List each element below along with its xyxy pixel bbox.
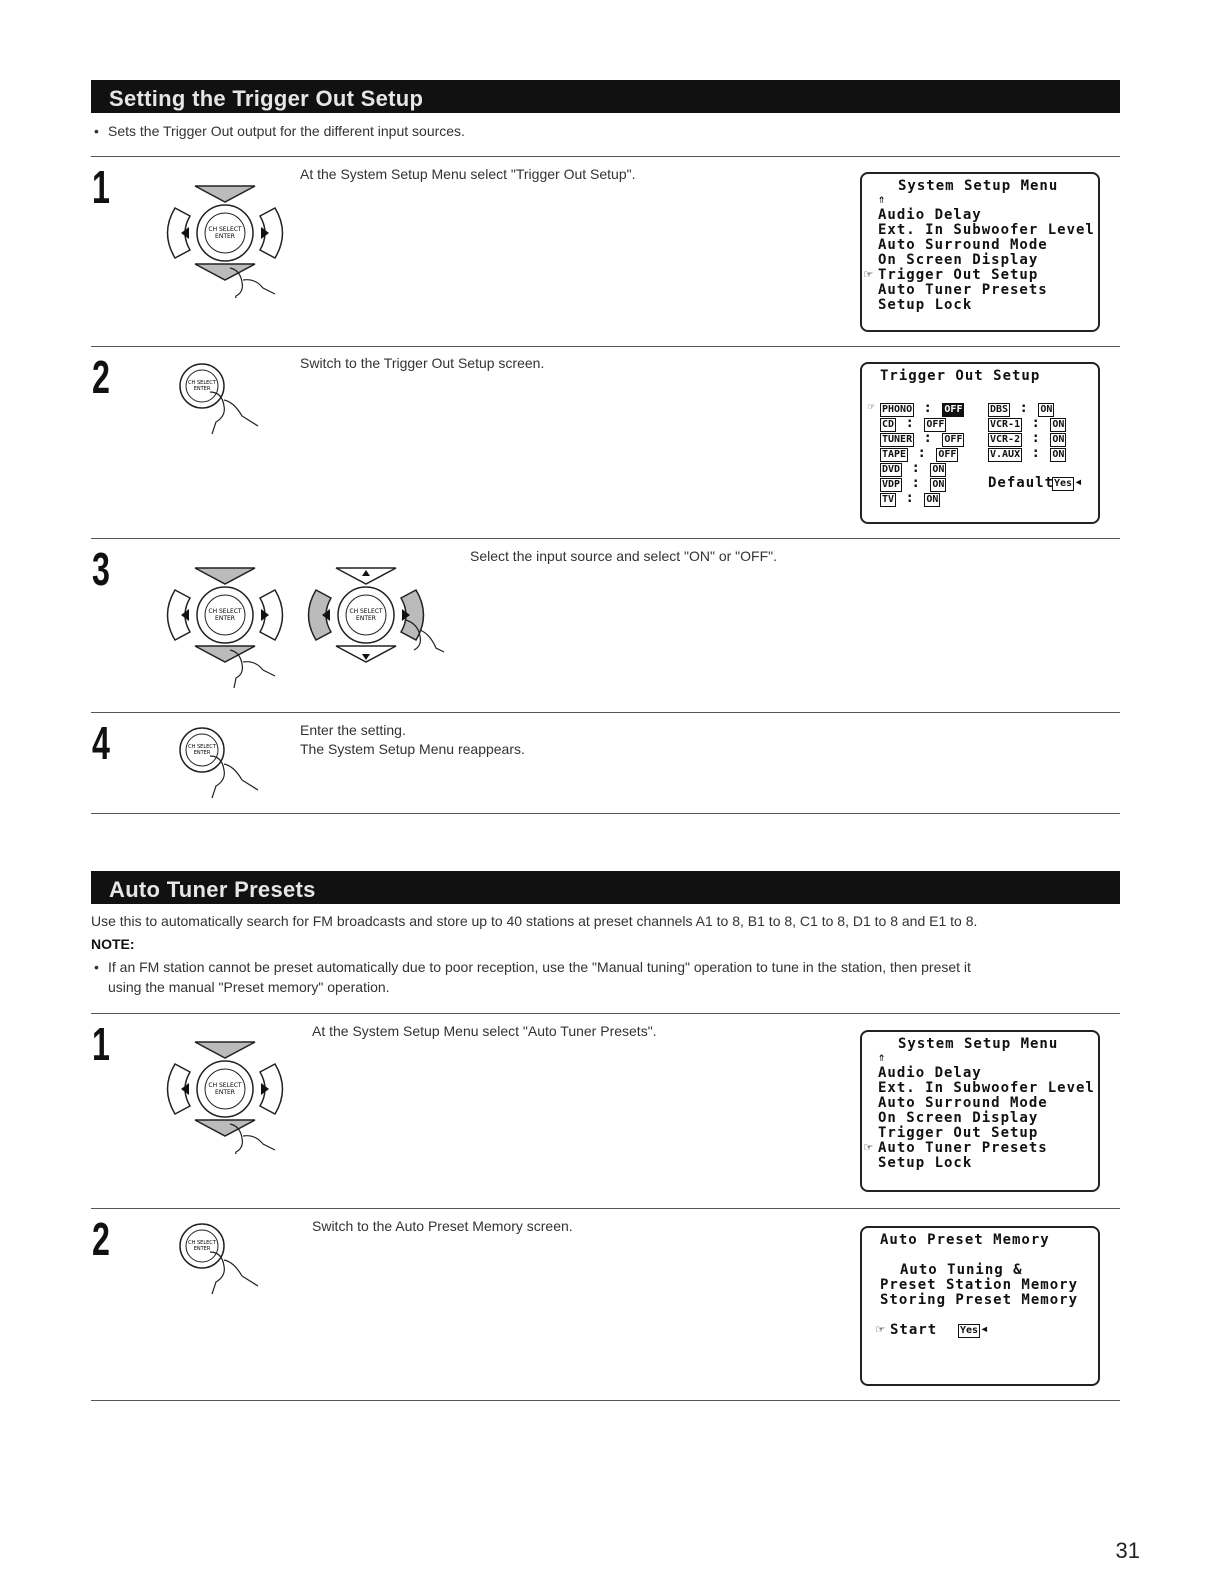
trigger-row: TV : ON [882,490,939,506]
menu-item: Auto Tuner Presets [878,282,1048,298]
osd-title: System Setup Menu [898,1036,1059,1052]
trigger-value: ON [932,479,945,490]
trigger-row: CD : OFF [882,415,945,431]
svg-text:ENTER: ENTER [215,615,235,622]
step-text: Switch to the Trigger Out Setup screen. [300,355,545,371]
trigger-value: OFF [926,419,945,430]
menu-item-selected: Trigger Out Setup [878,267,1039,283]
step-text: Enter the setting. [300,722,406,738]
osd-line: Preset Station Memory [880,1277,1079,1293]
step-text: Select the input source and select "ON" or "OFF". [470,548,778,564]
enter-button-icon [172,1220,272,1300]
svg-text:CH SELECT: CH SELECT [208,226,242,233]
page-number: 31 [1115,1538,1140,1563]
trigger-value: ON [1052,449,1065,460]
osd-title: System Setup Menu [898,178,1059,194]
step-number: 4 [92,717,110,769]
osd-title: Trigger Out Setup [880,368,1041,384]
trigger-value: ON [1052,419,1065,430]
step-text: At the System Setup Menu select "Trigger Out Setup". [300,166,636,182]
svg-text:ENTER: ENTER [193,750,211,756]
enter-button-icon [172,360,272,440]
menu-item: Auto Surround Mode [878,1095,1048,1111]
pointer-icon: ☞ [864,267,874,283]
pointer-icon: ☞ [864,1140,874,1156]
remote-cursor-pad-up-down [155,550,295,700]
up-arrow-icon: ⇑ [878,192,887,206]
svg-text:ENTER: ENTER [193,386,211,392]
pointer-icon: ☞ [876,1322,886,1338]
divider [91,538,1120,539]
menu-item-selected: Auto Tuner Presets [878,1140,1048,1156]
menu-item: On Screen Display [878,252,1039,268]
svg-text:CH SELECT: CH SELECT [188,380,216,386]
trigger-row: PHONO : OFF [882,400,963,416]
menu-item: Setup Lock [878,1155,973,1171]
source-label: VDP [882,479,901,490]
osd-trigger-out-setup [860,362,1100,524]
trigger-value: ON [1040,404,1053,415]
section-header-auto-tuner [91,871,1120,904]
step-text: The System Setup Menu reappears. [300,741,525,757]
default-yes: Yes ◂ [1054,474,1084,490]
remote-cursor-pad-down [155,168,295,298]
section-intro: • Sets the Trigger Out output for the different input sources. [108,121,465,141]
osd-line: Auto Tuning & [900,1262,1023,1278]
menu-item: Ext. In Subwoofer Level [878,222,1095,238]
osd-auto-preset-memory [860,1226,1100,1386]
trigger-value: ON [1052,434,1065,445]
trigger-row: TUNER : OFF [882,430,963,446]
menu-item: Trigger Out Setup [878,1125,1039,1141]
source-label: DVD [882,464,901,475]
svg-text:ENTER: ENTER [215,1089,235,1096]
step-number: 1 [92,161,110,213]
trigger-value: ON [926,494,939,505]
source-label: V.AUX [990,449,1021,460]
trigger-row: VDP : ON [882,475,945,491]
divider [91,346,1120,347]
divider [91,1400,1120,1401]
osd-system-setup-menu [860,1030,1100,1192]
osd-line: Storing Preset Memory [880,1292,1079,1308]
osd-title: Auto Preset Memory [880,1232,1050,1248]
section-title: Setting the Trigger Out Setup [109,86,424,111]
up-arrow-icon: ⇑ [878,1050,887,1064]
trigger-row: VCR-2 : ON [990,430,1065,446]
step-text: At the System Setup Menu select "Auto Tuner Presets". [312,1023,657,1039]
step-number: 2 [92,351,110,403]
start-yes: Yes ◂ [960,1321,990,1337]
enter-button-icon [172,724,272,804]
remote-cursor-pad-down [155,1024,295,1154]
divider [91,813,1120,814]
trigger-row: DVD : ON [882,460,945,476]
svg-text:CH SELECT: CH SELECT [208,608,242,615]
svg-text:CH SELECT: CH SELECT [188,744,216,750]
menu-item: Audio Delay [878,1065,982,1081]
menu-item: On Screen Display [878,1110,1039,1126]
osd-system-setup-menu [860,172,1100,332]
start-label: Start [890,1322,938,1338]
svg-text:CH SELECT: CH SELECT [349,608,383,615]
trigger-row: DBS : ON [990,400,1053,416]
source-label: TAPE [882,449,907,460]
remote-cursor-pad-left-right [296,550,446,680]
section-title: Auto Tuner Presets [109,877,316,902]
menu-item: Auto Surround Mode [878,237,1048,253]
menu-item: Audio Delay [878,207,982,223]
svg-text:ENTER: ENTER [193,1246,211,1252]
note-label: NOTE: [91,936,135,952]
source-label: PHONO [882,404,913,415]
section-intro: Use this to automatically search for FM broadcasts and store up to 40 stations at preset channels A1 to 8, B1 to 8, C1 to 8, D1 to 8 and E1 to 8. [91,913,978,929]
note-text: • If an FM station cannot be preset automatically due to poor reception, use the "Manual tuning" operation to tune in the station, then preset it [108,957,971,977]
source-label: DBS [990,404,1009,415]
step-number: 1 [92,1018,110,1070]
step-text: Switch to the Auto Preset Memory screen. [312,1218,573,1234]
menu-item: Setup Lock [878,297,973,313]
note-text: using the manual "Preset memory" operation. [108,979,390,995]
trigger-row: V.AUX : ON [990,445,1065,461]
trigger-row: TAPE : OFF [882,445,957,461]
section-header-trigger-out [91,80,1120,113]
pointer-icon: ☞ [868,400,876,413]
default-label: Default [988,475,1055,491]
trigger-row: VCR-1 : ON [990,415,1065,431]
source-label: TUNER [882,434,913,445]
menu-item: Ext. In Subwoofer Level [878,1080,1095,1096]
source-label: VCR-1 [990,419,1021,430]
trigger-value: ON [932,464,945,475]
divider [91,1208,1120,1209]
divider [91,156,1120,157]
svg-text:CH SELECT: CH SELECT [188,1240,216,1246]
svg-text:CH SELECT: CH SELECT [208,1082,242,1089]
trigger-value: OFF [944,404,963,415]
step-number: 3 [92,543,110,595]
trigger-value: OFF [938,449,957,460]
trigger-value: OFF [944,434,963,445]
svg-text:ENTER: ENTER [215,233,235,240]
divider [91,1013,1120,1014]
divider [91,712,1120,713]
step-number: 2 [92,1213,110,1265]
source-label: CD [882,419,895,430]
source-label: TV [882,494,895,505]
svg-text:ENTER: ENTER [356,615,376,622]
source-label: VCR-2 [990,434,1021,445]
